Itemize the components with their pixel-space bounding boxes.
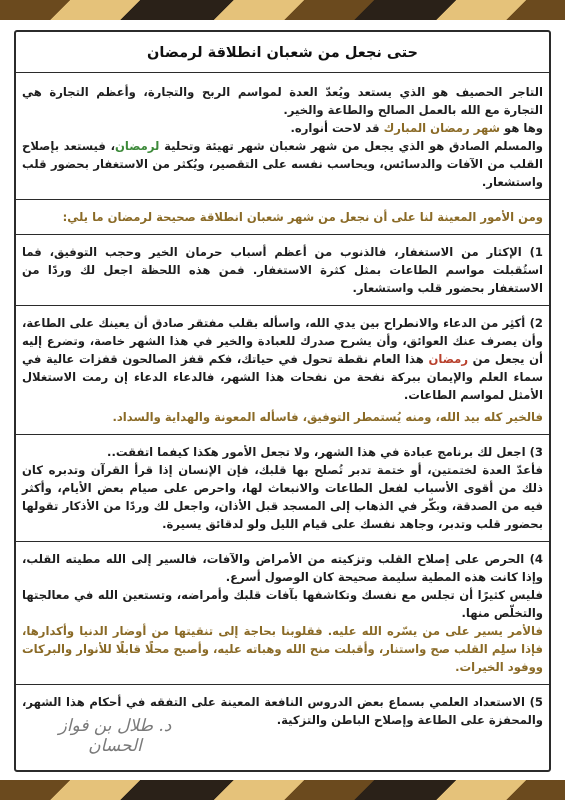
- lead-paragraph: ومن الأمور المعينة لنا على أن نجعل من شهر شعبان انطلاقة صحيحة لرمضان ما يلي:: [62, 210, 543, 224]
- item-2-text-post: هذا العام نقطة تحول في حياتك، فكم قفز الصالحون قفزات عالية في سماء العلم والإيمان ببركة نفحة من نفحات هذا الشهر، فالدعاء الدعاء إن رمت الاستغلال الأمثل لمواسم الطاعات.: [22, 352, 543, 402]
- item-4-text: الحرص على إصلاح القلب وتزكيته من الأمراض والآفات، فالسير إلى الله مطيته القلب، وإذا كانت هذه المطية سليمة صحيحة كان الوصول أسرع.: [22, 552, 543, 584]
- page-title: حتى نجعل من شعبان انطلاقة لرمضان: [147, 45, 418, 61]
- item-5-number: 5): [529, 695, 543, 709]
- item-2-highlight: رمضان: [428, 352, 468, 366]
- section-divider-3: [14, 305, 551, 306]
- item-1-text: الإكثار من الاستغفار، فالذنوب من أعظم أسباب حرمان الخير وحجب التوفيق، فما استُقبلت مواسم الطاعات بمثل كثرة الاستغفار. فمن هذه اللحظة اجعل لك وردًا من الاستغفار بحضور قلب واستشعار.: [22, 245, 543, 295]
- intro-p2-pre: وها هو: [500, 121, 543, 135]
- item-2-text-pre: أكثِر من الدعاء والانطراح بين يدي الله، واسأله بقلب مفتقر صادق أن يعينك على الطاعة، وأن يصرف عنك العوائق، وأن يشرح صدرك للعبادة والخير في هذا الشهر خاصة، وتضرع إليه أن يجعل من: [22, 316, 543, 366]
- section-divider-5: [14, 541, 551, 542]
- item-3-number: 3): [529, 445, 543, 459]
- intro-p3-post: ، فيستعد بإصلاح القلب من الآفات والدسائس، ويحاسب نفسه على التقصير، ويُكثر من الاستغفار بحضور قلب واستشعار.: [22, 139, 543, 189]
- item-4-sub: فليس كثيرًا أن تجلس مع نفسك وتكاشفها بآفات قلبك وأمراضه، وتستعين الله في معالجتها والتخلّص منها.: [22, 588, 543, 620]
- intro-paragraph-3: [22, 137, 543, 191]
- item-4-number: 4): [529, 552, 543, 566]
- item-4-sub2: فالأمر يسير على من يسّره الله عليه. فقلوبنا بحاجة إلى تنقيتها من أوضار الدنيا وأكدارها، فإذا سلِم القلب صح واستنار، وأقبلت منح الله وهباته عليه، وأصبح محلًا قابلًا للأنوار والبركات ووفود الخيرات.: [22, 624, 543, 674]
- intro-paragraph-2: [22, 119, 543, 137]
- item-2: [22, 314, 543, 404]
- intro-p2-highlight: شهر رمضان المبارك: [383, 121, 501, 135]
- top-decorative-band: [0, 0, 565, 20]
- title-divider: [14, 72, 551, 73]
- intro-paragraph-1: التاجر الحصيف هو الذي يستعد ويُعدّ العدة لمواسم الربح والتجارة، وأعظم التجارة هي التجارة مع الله بالعمل الصالح والطاعة والخير.: [22, 85, 543, 117]
- item-2-sub: فالخير كله بيد الله، ومنه يُستمطر التوفيق، فاسأله المعونة والهداية والسداد.: [112, 410, 543, 424]
- bottom-decorative-band: [0, 780, 565, 800]
- document-content: [22, 38, 543, 729]
- item-3-text: اجعل لك برنامج عبادة في هذا الشهر، ولا تجعل الأمور هكذا كيفما اتفقت..: [107, 445, 526, 459]
- item-3-sub: فأعدّ العدة لختمتين، أو ختمة تدبر تُصلح بها قلبك، فإن الإنسان إذا قرأ القرآن وتدبره كان ذلك من أقوى الأسباب لفعل الطاعات والانبعاث لها، واحرص على صيام بعض الأيام، وأكثر فيه من الصدقة، وبكّر في الذهاب إلى المسجد قبل الأذان، واجعل لك وردًا من الأذكار تقولها بحضور قلب وتدبر، وجاهد نفسك على قيام الليل ولو لدقائق يسيرة.: [22, 463, 543, 531]
- item-1-number: 1): [529, 245, 543, 259]
- intro-p2-post: قد لاحت أنواره.: [290, 121, 384, 135]
- item-5-text: الاستعداد العلمي بسماع بعض الدروس النافعة المعينة على التفقه في أحكام هذا الشهر، والمحفزة على الطاعة وإصلاح الباطن والتزكية.: [22, 695, 543, 727]
- section-divider-2: [14, 234, 551, 235]
- section-divider-1: [14, 199, 551, 200]
- item-3: [22, 443, 543, 461]
- intro-p3-highlight: لرمضان: [114, 139, 160, 153]
- item-2-number: 2): [529, 316, 543, 330]
- item-4: [22, 550, 543, 586]
- section-divider-4: [14, 434, 551, 435]
- intro-p3-pre: والمسلم الصادق هو الذي يجعل من شهر شعبان شهر تهيئة وتحلية: [159, 139, 544, 153]
- item-1: [22, 243, 543, 297]
- author-signature: د. طلال بن فواز الحسان: [58, 716, 172, 756]
- section-divider-6: [14, 684, 551, 685]
